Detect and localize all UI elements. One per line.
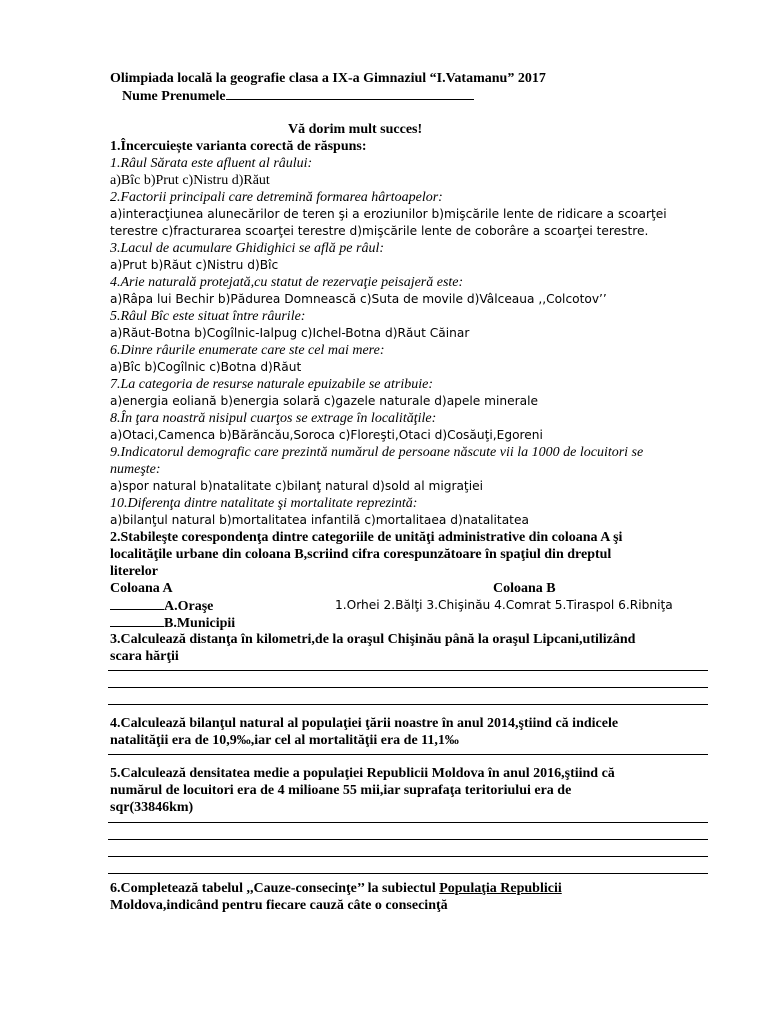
column-a-item-a — [110, 597, 213, 615]
section-3-line-1: 3.Calculează distanţa în kilometri,de la oraşul Chişinău până la oraşul Lipcani,utilizând — [110, 632, 636, 647]
question-1-options[interactable]: a)Bîc b)Prut c)Nistru d)Răut — [110, 173, 270, 188]
section-2-line-2: localităţile urbane din coloana B,scriind cifra corespunzătoare în spaţiul din dreptul — [110, 547, 612, 562]
question-8-options[interactable]: a)Otaci,Camenca b)Bărăncău,Soroca c)Floreşti,Otaci d)Cosăuţi,Egoreni — [110, 428, 543, 442]
item-b-label: B.Municipii — [164, 616, 236, 631]
section-4-line-1: 4.Calculează bilanţul natural al populaţiei ţării noastre în anul 2014,ştiind că indicele — [110, 716, 619, 731]
question-4-options[interactable]: a)Râpa lui Bechir b)Pădurea Domnească c)Suta de movile d)Vâlceaua ,,Colcotov’’ — [110, 292, 607, 306]
section-4-line-2: natalităţii era de 10,9‰,iar cel al mortalităţii era de 11,1‰ — [110, 733, 459, 748]
section-5-line-1: 5.Calculează densitatea medie a populaţiei Republicii Moldova în anul 2016,ştiind că — [110, 766, 615, 781]
answer-blank-b[interactable] — [110, 614, 164, 627]
section-5-line-2: numărul de locuitori era de 4 milioane 55 mii,iar suprafaţa teritoriului era de — [110, 783, 572, 798]
answer-line[interactable] — [108, 754, 708, 755]
answer-line[interactable] — [108, 856, 708, 857]
question-9-options[interactable]: a)spor natural b)natalitate c)bilanţ natural d)sold al migraţiei — [110, 479, 483, 493]
question-9-line-2: numeşte: — [110, 462, 161, 477]
section-5-line-3: sqr(33846km) — [110, 800, 194, 815]
question-9-line-1: 9.Indicatorul demografic care prezintă numărul de persoane născute vii la 1000 de locuitori se — [110, 445, 644, 460]
question-2: 2.Factorii principali care detremină formarea hârtoapelor: — [110, 190, 443, 205]
answer-line[interactable] — [108, 822, 708, 823]
answer-line[interactable] — [108, 687, 708, 688]
question-7: 7.La categoria de resurse naturale epuizabile se atribuie: — [110, 377, 433, 392]
name-blank[interactable] — [226, 87, 474, 100]
worksheet-title: Olimpiada locală la geografie clasa a IX-a Gimnaziul “I.Vatamanu” 2017 — [110, 71, 546, 86]
column-b-list: 1.Orhei 2.Bălţi 3.Chişinău 4.Comrat 5.Tiraspol 6.Ribniţa — [335, 598, 673, 612]
section-6-topic: Populaţia Republicii — [439, 881, 562, 896]
question-5-options[interactable]: a)Răut-Botna b)Cogîlnic-Ialpug c)Ichel-Botna d)Răut Căinar — [110, 326, 470, 340]
section-3-line-2: scara hărţii — [110, 649, 179, 664]
section-2-line-3: literelor — [110, 564, 158, 579]
question-7-options[interactable]: a)energia eoliană b)energia solară c)gazele naturale d)apele minerale — [110, 394, 538, 408]
question-6: 6.Dinre râurile enumerate care ste cel mai mere: — [110, 343, 385, 358]
good-luck-heading: Vă dorim mult succes! — [288, 122, 423, 137]
question-10: 10.Diferenţa dintre natalitate şi mortalitate reprezintă: — [110, 496, 418, 511]
column-a-heading: Coloana A — [110, 581, 173, 596]
column-b-heading: Coloana B — [493, 581, 556, 596]
name-line — [122, 87, 474, 105]
question-6-options[interactable]: a)Bîc b)Cogîlnic c)Botna d)Răut — [110, 360, 302, 374]
answer-blank-a[interactable] — [110, 597, 164, 610]
question-4: 4.Arie naturală protejată,cu statut de rezervaţie peisajeră este: — [110, 275, 464, 290]
section-6-line-2: Moldova,indicând pentru fiecare cauză câte o consecinţă — [110, 898, 448, 913]
answer-line[interactable] — [108, 873, 708, 874]
question-5: 5.Râul Bîc este situat între râurile: — [110, 309, 306, 324]
question-3: 3.Lacul de acumulare Ghidighici se află pe râul: — [110, 241, 384, 256]
question-2-options-line-2[interactable]: terestre c)fracturarea scoarţei terestre d)mişcările lente de coborâre a scoarţei terestre. — [110, 224, 649, 238]
section-6-line-1 — [110, 880, 562, 897]
question-2-options-line-1[interactable]: a)interacţiunea alunecărilor de teren şi a eroziunilor b)mişcările lente de ridicare a scoarţei — [110, 207, 667, 221]
answer-line[interactable] — [108, 704, 708, 705]
question-1: 1.Râul Sărata este afluent al râului: — [110, 156, 313, 171]
section-6-text: 6.Completează tabelul ,,Cauze-consecinţe’’ la subiectul — [110, 881, 440, 896]
column-a-item-b — [110, 614, 235, 632]
answer-line[interactable] — [108, 670, 708, 671]
question-8: 8.În ţara noastră nisipul cuarţos se extrage în localităţile: — [110, 411, 437, 426]
section-1-heading: 1.Încercuiește varianta corectă de răspuns: — [110, 139, 367, 154]
question-10-options[interactable]: a)bilanţul natural b)mortalitatea infantilă c)mortalitaea d)natalitatea — [110, 513, 529, 527]
name-label: Nume Prenumele — [122, 89, 226, 104]
item-a-label: A.Oraşe — [164, 599, 214, 614]
section-2-line-1: 2.Stabileşte corespondenţa dintre categoriile de unităţi administrative din coloana A şi — [110, 530, 623, 545]
question-3-options[interactable]: a)Prut b)Răut c)Nistru d)Bîc — [110, 258, 279, 272]
answer-line[interactable] — [108, 839, 708, 840]
